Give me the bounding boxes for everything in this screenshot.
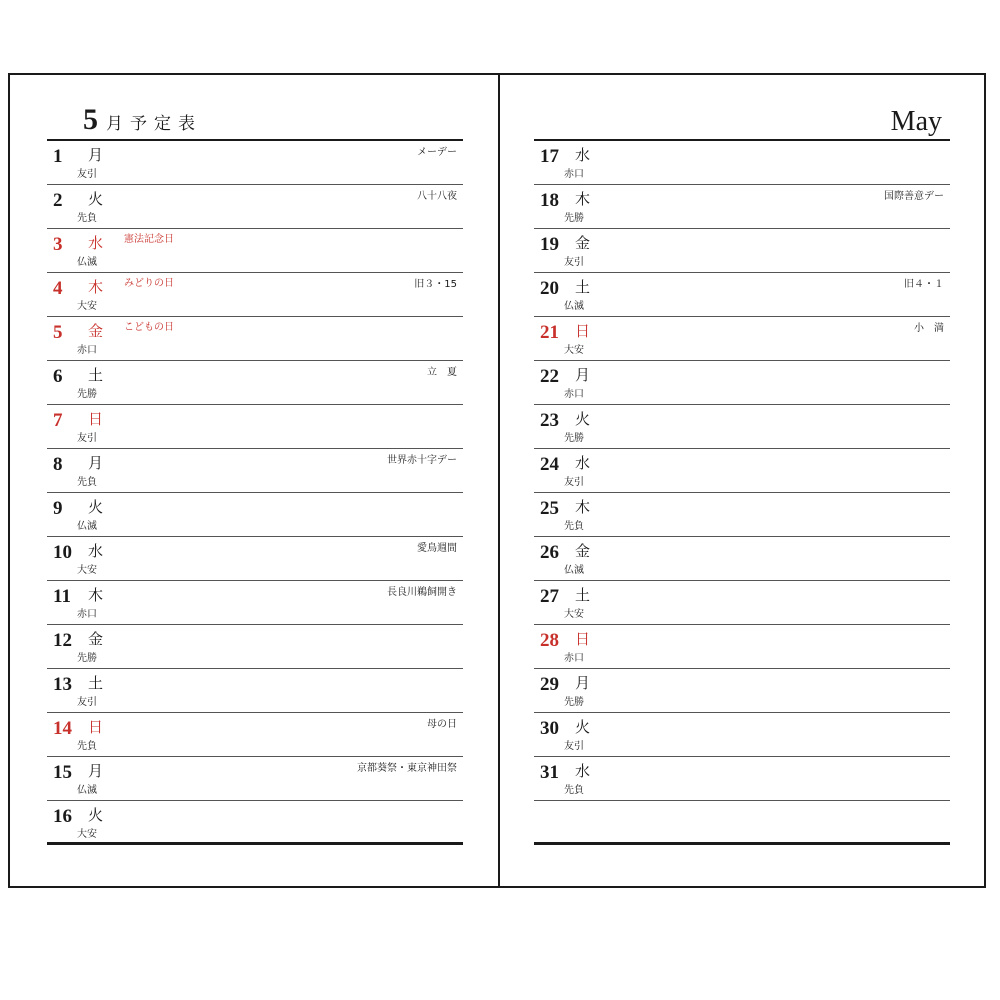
rokuyo-label: 先勝 — [564, 213, 584, 224]
day-row[interactable] — [47, 713, 463, 757]
left-page — [47, 75, 463, 845]
rokuyo-label: 赤口 — [564, 653, 584, 664]
weekday-label: 土 — [88, 366, 104, 384]
planner-spread — [8, 73, 986, 888]
event-note: 国際善意デー — [884, 191, 944, 202]
rokuyo-label: 先負 — [564, 521, 584, 532]
holiday-label: みどりの日 — [124, 278, 174, 289]
rokuyo-label: 仏滅 — [564, 565, 584, 576]
day-row[interactable] — [534, 625, 950, 669]
day-number: 9 — [53, 498, 63, 519]
day-row[interactable] — [47, 493, 463, 537]
day-number: 17 — [540, 146, 559, 167]
day-row[interactable] — [534, 537, 950, 581]
day-number: 16 — [53, 806, 72, 827]
weekday-label: 金 — [88, 322, 104, 340]
day-row[interactable] — [534, 361, 950, 405]
day-number: 4 — [53, 278, 63, 299]
rokuyo-label: 先負 — [77, 213, 97, 224]
day-number: 14 — [53, 718, 72, 739]
weekday-label: 火 — [88, 190, 104, 208]
event-note: 愛鳥週間 — [417, 543, 457, 554]
day-row[interactable] — [47, 405, 463, 449]
rokuyo-label: 先負 — [564, 785, 584, 796]
weekday-label: 金 — [575, 542, 591, 560]
day-row[interactable] — [47, 537, 463, 581]
weekday-label: 木 — [88, 278, 104, 296]
day-row[interactable] — [47, 801, 463, 845]
day-row[interactable] — [47, 449, 463, 493]
day-row[interactable] — [534, 581, 950, 625]
book-spine — [498, 75, 500, 886]
day-number: 5 — [53, 322, 63, 343]
day-row[interactable] — [534, 669, 950, 713]
day-number: 6 — [53, 366, 63, 387]
event-note: 京都葵祭・東京神田祭 — [357, 763, 457, 774]
day-row[interactable] — [534, 229, 950, 273]
weekday-label: 水 — [575, 454, 591, 472]
day-row[interactable] — [534, 713, 950, 757]
rokuyo-label: 仏滅 — [77, 521, 97, 532]
day-number: 8 — [53, 454, 63, 475]
day-row[interactable] — [47, 229, 463, 273]
event-note: 母の日 — [427, 719, 457, 730]
day-row[interactable] — [47, 669, 463, 713]
rokuyo-label: 友引 — [564, 741, 584, 752]
day-row[interactable] — [47, 273, 463, 317]
holiday-label: こどもの日 — [124, 322, 174, 333]
day-row[interactable] — [534, 273, 950, 317]
rokuyo-label: 赤口 — [77, 345, 97, 356]
day-number: 25 — [540, 498, 559, 519]
rokuyo-label: 先負 — [77, 741, 97, 752]
weekday-label: 火 — [575, 410, 591, 428]
day-number: 23 — [540, 410, 559, 431]
event-note: 旧３・15 — [414, 279, 457, 290]
day-row[interactable] — [47, 757, 463, 801]
weekday-label: 火 — [88, 498, 104, 516]
day-number: 15 — [53, 762, 72, 783]
rokuyo-label: 大安 — [564, 609, 584, 620]
day-row[interactable] — [534, 405, 950, 449]
title-month-number: 5 — [83, 103, 98, 136]
weekday-label: 日 — [575, 322, 591, 340]
day-row[interactable] — [534, 493, 950, 537]
rokuyo-label: 大安 — [77, 301, 97, 312]
day-number: 28 — [540, 630, 559, 651]
day-row[interactable] — [534, 449, 950, 493]
left-page-header — [47, 75, 463, 141]
rokuyo-label: 友引 — [77, 433, 97, 444]
rokuyo-label: 友引 — [564, 257, 584, 268]
weekday-label: 土 — [575, 586, 591, 604]
day-number: 13 — [53, 674, 72, 695]
english-month-title: May — [890, 106, 942, 137]
event-note: 長良川鵜飼開き — [387, 587, 457, 598]
rokuyo-label: 赤口 — [564, 169, 584, 180]
day-number: 11 — [53, 586, 71, 607]
weekday-label: 火 — [88, 806, 104, 824]
weekday-label: 土 — [575, 278, 591, 296]
event-note: 世界赤十字デー — [387, 455, 457, 466]
weekday-label: 月 — [575, 674, 591, 692]
day-number: 22 — [540, 366, 559, 387]
day-row[interactable] — [47, 185, 463, 229]
day-number: 24 — [540, 454, 559, 475]
right-page — [534, 75, 950, 845]
weekday-label: 月 — [575, 366, 591, 384]
weekday-label: 水 — [88, 234, 104, 252]
right-page-header — [534, 75, 950, 141]
weekday-label: 月 — [88, 146, 104, 164]
empty-row[interactable] — [534, 801, 950, 845]
day-number: 7 — [53, 410, 63, 431]
day-number: 10 — [53, 542, 72, 563]
day-row[interactable] — [47, 625, 463, 669]
weekday-label: 木 — [575, 190, 591, 208]
rokuyo-label: 先勝 — [77, 653, 97, 664]
day-row[interactable] — [534, 141, 950, 185]
day-row[interactable] — [47, 581, 463, 625]
title-suffix: 月予定表 — [106, 114, 202, 134]
event-note: 立 夏 — [427, 367, 457, 378]
day-number: 20 — [540, 278, 559, 299]
day-number: 30 — [540, 718, 559, 739]
weekday-label: 金 — [575, 234, 591, 252]
rokuyo-label: 先勝 — [564, 697, 584, 708]
day-number: 12 — [53, 630, 72, 651]
rokuyo-label: 大安 — [77, 565, 97, 576]
day-number: 2 — [53, 190, 63, 211]
rokuyo-label: 友引 — [77, 169, 97, 180]
weekday-label: 水 — [575, 762, 591, 780]
day-row[interactable] — [534, 317, 950, 361]
rokuyo-label: 仏滅 — [77, 257, 97, 268]
weekday-label: 木 — [88, 586, 104, 604]
page-title — [83, 105, 202, 135]
weekday-label: 土 — [88, 674, 104, 692]
day-row[interactable] — [47, 361, 463, 405]
day-number: 21 — [540, 322, 559, 343]
weekday-label: 水 — [88, 542, 104, 560]
event-note: メーデー — [417, 147, 457, 158]
day-number: 27 — [540, 586, 559, 607]
weekday-label: 日 — [88, 718, 104, 736]
day-number: 1 — [53, 146, 63, 167]
rokuyo-label: 仏滅 — [77, 785, 97, 796]
weekday-label: 月 — [88, 762, 104, 780]
right-day-list — [534, 141, 950, 845]
rokuyo-label: 赤口 — [564, 389, 584, 400]
left-day-list — [47, 141, 463, 845]
weekday-label: 水 — [575, 146, 591, 164]
day-number: 19 — [540, 234, 559, 255]
rokuyo-label: 友引 — [564, 477, 584, 488]
weekday-label: 日 — [575, 630, 591, 648]
holiday-label: 憲法記念日 — [124, 234, 174, 245]
day-number: 3 — [53, 234, 63, 255]
day-row[interactable] — [47, 317, 463, 361]
rokuyo-label: 先勝 — [77, 389, 97, 400]
rokuyo-label: 大安 — [77, 829, 97, 840]
event-note: 小 満 — [914, 323, 944, 334]
day-number: 31 — [540, 762, 559, 783]
rokuyo-label: 先負 — [77, 477, 97, 488]
event-note: 八十八夜 — [417, 191, 457, 202]
day-number: 18 — [540, 190, 559, 211]
weekday-label: 月 — [88, 454, 104, 472]
rokuyo-label: 大安 — [564, 345, 584, 356]
day-number: 29 — [540, 674, 559, 695]
weekday-label: 金 — [88, 630, 104, 648]
rokuyo-label: 友引 — [77, 697, 97, 708]
weekday-label: 日 — [88, 410, 104, 428]
day-row[interactable] — [47, 141, 463, 185]
weekday-label: 木 — [575, 498, 591, 516]
day-row[interactable] — [534, 185, 950, 229]
rokuyo-label: 先勝 — [564, 433, 584, 444]
event-note: 旧４・１ — [904, 279, 944, 290]
day-row[interactable] — [534, 757, 950, 801]
rokuyo-label: 仏滅 — [564, 301, 584, 312]
rokuyo-label: 赤口 — [77, 609, 97, 620]
weekday-label: 火 — [575, 718, 591, 736]
day-number: 26 — [540, 542, 559, 563]
